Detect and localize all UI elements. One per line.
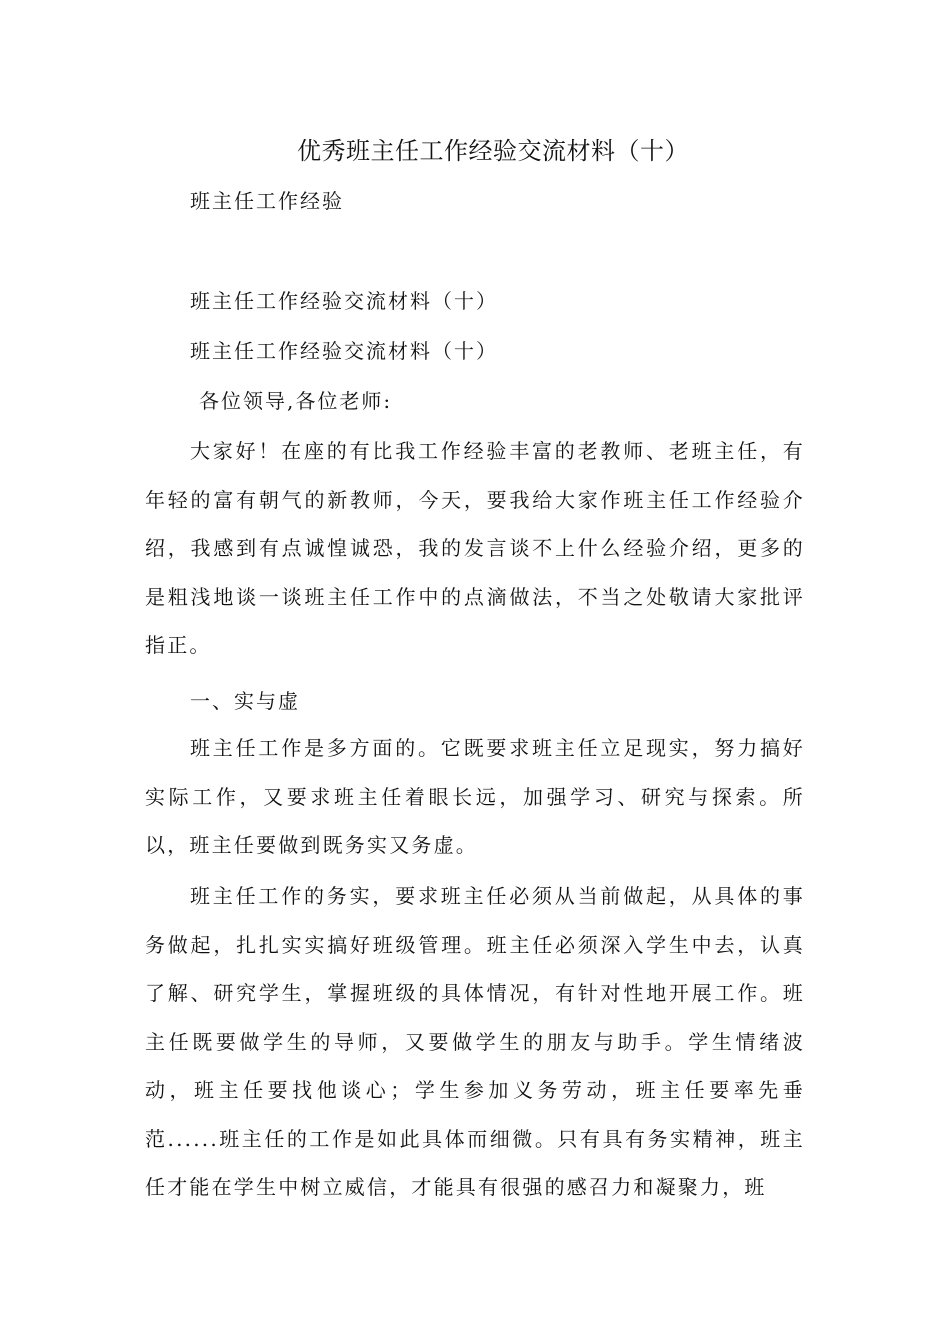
repeat-heading-2: 班主任工作经验交流材料（十） [190,339,498,363]
document-subtitle: 班主任工作经验 [190,189,344,213]
paragraph-practical-work: 班主任工作的务实，要求班主任必须从当前做起，从具体的事务做起，扎扎实实搞好班级管理。班主任必须深入学生中去，认真了解、研究学生，掌握班级的具体情况，有针对性地开展工作。班主任既要做学生的导师，又要做学生的朋友与助手。学生情绪波动，班主任要找他谈心；学生参加义务劳动，班主任要率先垂范......班主任的工作是如此具体而细微。只有具有务实精神，班主任才能在学生中树立威信，才能具有很强的感召力和凝聚力，班 [145,884,805,1199]
salutation: 各位领导,各位老师: [199,389,393,413]
document-title: 优秀班主任工作经验交流材料（十） [297,137,689,165]
repeat-heading-1: 班主任工作经验交流材料（十） [190,289,498,313]
paragraph-opening: 大家好！在座的有比我工作经验丰富的老教师、老班主任，有年轻的富有朝气的新教师，今天，要我给大家作班主任工作经验介绍，我感到有点诚惶诚恐，我的发言谈不上什么经验介绍，更多的是粗浅地谈一谈班主任工作中的点滴做法，不当之处敬请大家批评指正。 [145,439,805,657]
paragraph-work-aspects: 班主任工作是多方面的。它既要求班主任立足现实，努力搞好实际工作，又要求班主任着眼长远，加强学习、研究与探索。所以，班主任要做到既务实又务虚。 [145,736,805,857]
section-heading-shi-yu-xu: 一、实与虚 [190,689,300,713]
